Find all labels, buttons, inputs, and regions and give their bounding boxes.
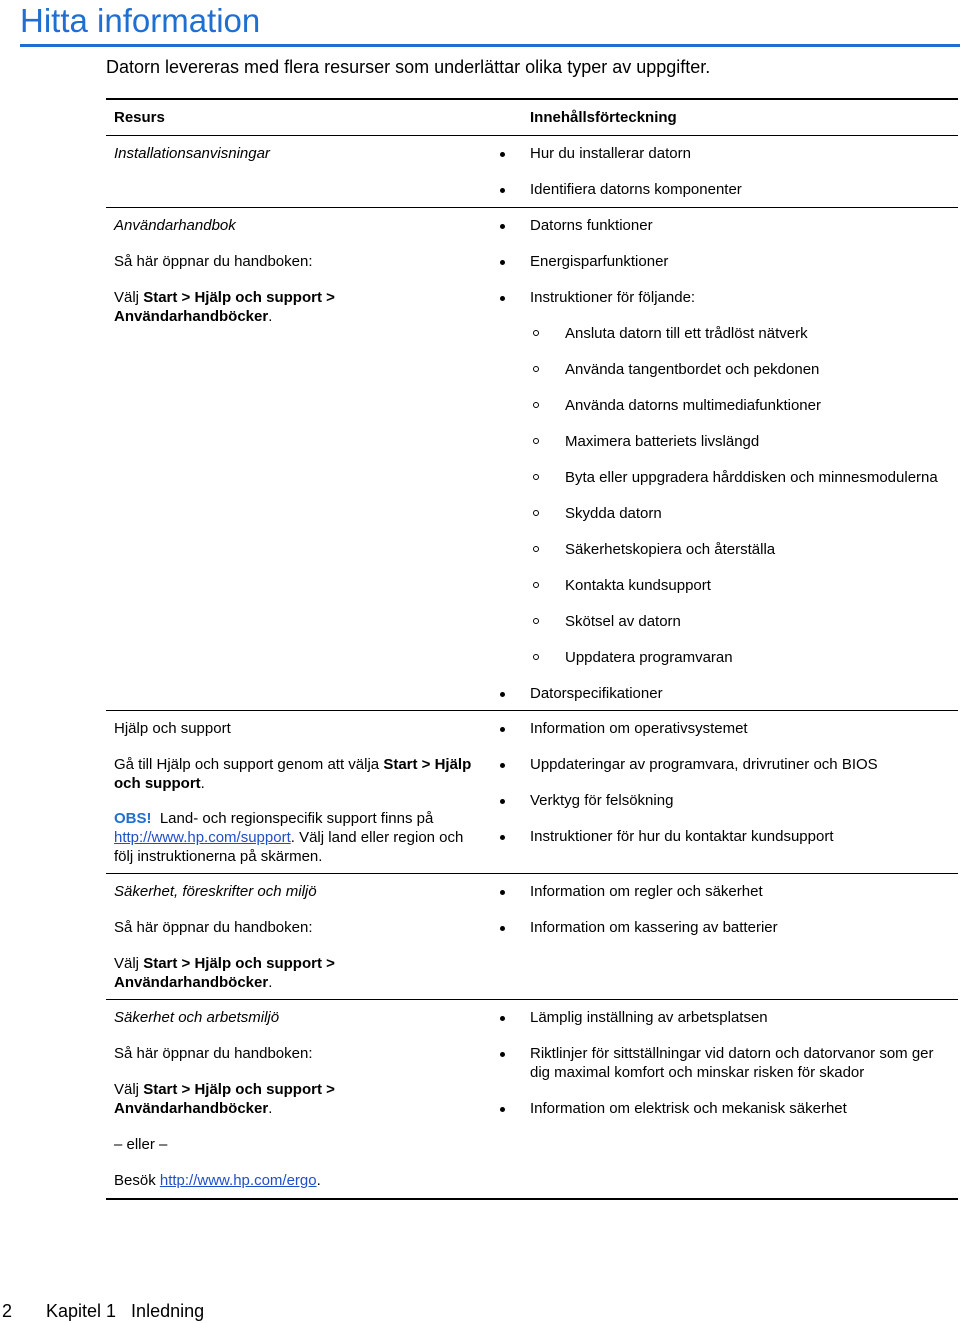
header-resurs: Resurs [114, 109, 165, 126]
list-item: Riktlinjer för sittställningar vid datorn och datorvanor som ger [530, 1045, 934, 1062]
work-choose-end: Användarhandböcker. [114, 1100, 273, 1117]
bullet-icon [500, 763, 505, 768]
chapter-label: Kapitel 1 Inledning [46, 1301, 205, 1321]
table-top-rule [106, 98, 958, 100]
list-item: Uppdateringar av programvara, drivrutiner och BIOS [530, 756, 878, 773]
help-obs: OBS! Land- och regionspecifik support finns på [114, 810, 434, 827]
sub-list-item: Skötsel av datorn [565, 613, 681, 630]
safety-choose-end: Användarhandböcker. [114, 974, 273, 991]
bullet-icon [500, 835, 505, 840]
help-goto: Gå till Hjälp och support genom att välja Start > Hjälp [114, 756, 472, 773]
bullet-icon [500, 188, 505, 193]
row-rule [106, 207, 958, 208]
safety-choose: Välj Start > Hjälp och support > [114, 955, 335, 972]
list-item: Hur du installerar datorn [530, 145, 691, 162]
help-follow: följ instruktionerna på skärmen. [114, 848, 323, 865]
bullet-icon [500, 799, 505, 804]
row-rule [106, 999, 958, 1000]
bullet-icon [500, 224, 505, 229]
sub-list-item: Använda tangentbordet och pekdonen [565, 361, 820, 378]
sub-bullet-icon [533, 618, 539, 624]
work-visit: Besök http://www.hp.com/ergo. [114, 1172, 321, 1189]
sub-list-item: Maximera batteriets livslängd [565, 433, 760, 450]
sub-bullet-icon [533, 366, 539, 372]
list-item: Instruktioner för följande: [530, 289, 696, 306]
sub-list-item: Säkerhetskopiera och återställa [565, 541, 776, 558]
sub-bullet-icon [533, 546, 539, 552]
resource-work: Säkerhet och arbetsmiljö [114, 1009, 280, 1026]
list-item: Identifiera datorns komponenter [530, 181, 742, 198]
bullet-icon [500, 260, 505, 265]
resource-installation: Installationsanvisningar [114, 145, 270, 162]
list-item: Datorns funktioner [530, 217, 653, 234]
row-rule [106, 873, 958, 874]
header-contents: Innehållsförteckning [530, 109, 677, 126]
resource-help: Hjälp och support [114, 720, 231, 737]
list-item: Energisparfunktioner [530, 253, 669, 270]
sub-list-item: Skydda datorn [565, 505, 662, 522]
list-item-continued: dig maximal komfort och minskar risken för skador [530, 1064, 865, 1081]
header-rule [106, 135, 958, 136]
obs-label: OBS! [114, 810, 152, 827]
bullet-icon [500, 1016, 505, 1021]
bullet-icon [500, 692, 505, 697]
resource-handbook: Användarhandbok [114, 217, 236, 234]
list-item: Information om kassering av batterier [530, 919, 778, 936]
safety-open-how: Så här öppnar du handboken: [114, 919, 313, 936]
bullet-icon [500, 926, 505, 931]
sub-bullet-icon [533, 654, 539, 660]
list-item: Information om regler och säkerhet [530, 883, 763, 900]
list-item: Verktyg för felsökning [530, 792, 674, 809]
resource-safety: Säkerhet, föreskrifter och miljö [114, 883, 317, 900]
bullet-icon [500, 890, 505, 895]
title-rule [20, 44, 960, 47]
sub-bullet-icon [533, 438, 539, 444]
support-link[interactable]: http://www.hp.com/support [114, 829, 291, 846]
sub-bullet-icon [533, 510, 539, 516]
handbook-open-how: Så här öppnar du handboken: [114, 253, 313, 270]
help-support-line: http://www.hp.com/support. Välj land eller region och [114, 829, 464, 846]
ergo-link[interactable]: http://www.hp.com/ergo [159, 1172, 317, 1189]
list-item: Lämplig inställning av arbetsplatsen [530, 1009, 768, 1026]
sub-bullet-icon [533, 582, 539, 588]
page-number: 2 [2, 1301, 13, 1321]
table-bottom-rule [106, 1198, 958, 1200]
work-or: – eller – [114, 1136, 168, 1153]
page-title: Hitta information [20, 2, 261, 39]
bullet-icon [500, 1052, 505, 1057]
sub-bullet-icon [533, 402, 539, 408]
sub-bullet-icon [533, 474, 539, 480]
work-choose: Välj Start > Hjälp och support > [114, 1081, 335, 1098]
list-item: Datorspecifikationer [530, 685, 663, 702]
sub-list-item: Uppdatera programvaran [565, 649, 733, 666]
list-item: Information om operativsystemet [530, 720, 748, 737]
list-item: Information om elektrisk och mekanisk säkerhet [530, 1100, 847, 1117]
intro-text: Datorn levereras med flera resurser som underlättar olika typer av uppgifter. [106, 57, 711, 77]
sub-list-item: Kontakta kundsupport [565, 577, 711, 594]
list-item: Instruktioner för hur du kontaktar kundsupport [530, 828, 834, 845]
handbook-choose: Välj Start > Hjälp och support > [114, 289, 335, 306]
bullet-icon [500, 152, 505, 157]
row-rule [106, 710, 958, 711]
work-open-how: Så här öppnar du handboken: [114, 1045, 313, 1062]
handbook-choose-end: Användarhandböcker. [114, 308, 273, 325]
bullet-icon [500, 1107, 505, 1112]
help-goto-end: och support. [114, 775, 205, 792]
bullet-icon [500, 727, 505, 732]
sub-list-item: Ansluta datorn till ett trådlöst nätverk [565, 325, 808, 342]
bullet-icon [500, 296, 505, 301]
sub-list-item: Använda datorns multimediafunktioner [565, 397, 821, 414]
sub-bullet-icon [533, 330, 539, 336]
sub-list-item: Byta eller uppgradera hårddisken och minnesmodulerna [565, 469, 938, 486]
